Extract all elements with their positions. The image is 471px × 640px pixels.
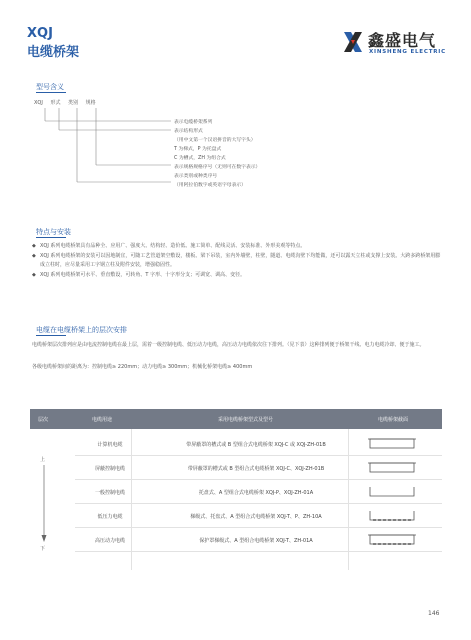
column-header: 层次 <box>38 417 49 423</box>
tray-type-cell: 带屏蔽罩的槽式或 B 型组合式电缆桥架 XQJ-C、XQJ-ZH-01B <box>187 466 325 472</box>
table-header-row <box>30 409 442 429</box>
layers-paragraph: 电缆桥架层次排列应是由电流控制电缆在最上层，需着一级控制电缆、低压动力电缆，高压动力电缆依次往下排列。（见下表）这种排列便于桥架干线、电力电缆冷却、便于施工。 <box>32 342 425 348</box>
layers-spacing-paragraph: 各级电缆桥架间的距离为：控制电缆≥ 220mm；动力电缆≥ 300mm；机械化桥架电缆≥ 400mm <box>32 364 253 370</box>
logo-text-en: XINSHENG ELECTRIC <box>369 49 446 55</box>
definition-line: 表示电缆桥架系列 <box>174 120 213 125</box>
logo-text-cn: 鑫盛电气 <box>368 31 437 50</box>
bullet-diamond-icon: ◆ <box>32 253 36 259</box>
cable-use-cell: 高压动力电缆 <box>94 538 125 544</box>
tray-type-cell: 托盘式、A 型组合式电缆桥架 XQJ-P、XQJ-ZH-01A <box>198 490 314 496</box>
table-row <box>75 456 442 480</box>
section-underline <box>36 335 66 336</box>
definition-line: （用中文第一个汉语拼音的大写字头） <box>174 138 256 143</box>
tray-type-cell: 梯级式、托盘式、A 型组合式电缆桥架 XQJ-T、P、ZH-10A <box>190 514 322 520</box>
page-number: 146 <box>428 610 440 617</box>
table-row <box>75 504 442 528</box>
feature-list <box>32 242 444 281</box>
cable-use-cell: 一般控制电缆 <box>94 490 125 496</box>
tray-section-covered-ladder-icon <box>367 532 417 547</box>
column-header: 电缆桥架截面 <box>378 417 409 423</box>
definition-line: C 为槽式，ZH 为组合式 <box>174 156 226 161</box>
up-down-arrow-icon <box>40 465 48 543</box>
table-row <box>75 432 442 456</box>
list-item: ◆ XQJ 系列电缆桥架的安装可以因地制宜，可随工艺管道架空敷设，楼板、梁下吊装，室内外墙壁，柱壁，隧道、电缆沟壁下均能做，还可以露天立柱或支撑上安装。大跨多跨桥架用膨成立柱时，应尽量采用工字钢立柱及附件安装，增强稳固性。 <box>32 253 441 268</box>
list-item: ◆ XQJ 系列电缆桥架可水平、垂直敷设，可转角、T 字形、十字形分支；可调宽、调高、变径。 <box>32 272 246 278</box>
section-underline <box>36 237 66 238</box>
definition-line: 表示规格规格序号（无则可在数字表示） <box>174 165 261 170</box>
model-code-spec: 规格 <box>85 100 96 106</box>
bullet-diamond-icon: ◆ <box>32 243 36 249</box>
tray-section-closed-icon <box>367 460 417 475</box>
definition-line: 表示结构形式 <box>174 129 203 134</box>
column-header: 采用电缆桥架型式及型号 <box>218 417 274 423</box>
bullet-diamond-icon: ◆ <box>32 272 36 278</box>
page-title-code: XQJ <box>27 26 53 41</box>
model-code-category: 类别 <box>68 100 79 106</box>
column-header: 电缆用途 <box>92 417 113 423</box>
list-item: ◆ XQJ 系列电缆桥架具有品种全、应用广、强度大、结构轻、造价低、施工简单、配线灵活、安装标准、外形美观等特点。 <box>32 243 306 249</box>
tray-type-cell: 保护罩梯级式、A 型组合电缆桥架 XQJ-T、ZH-01A <box>199 538 313 544</box>
section-title-model-meaning: 型号含义 <box>36 83 64 91</box>
cable-layer-table <box>30 409 442 570</box>
table-row <box>75 480 442 504</box>
tray-section-ladder-icon <box>367 508 417 523</box>
tray-type-cell: 带屏蔽罩的槽式或 B 型组合式电缆桥架 XQJ-C 或 XQJ-ZH-01B <box>186 442 326 448</box>
cable-use-cell: 低压力电缆 <box>97 514 123 520</box>
page-title: 电缆桥架 <box>27 45 80 60</box>
tray-section-open-icon <box>367 484 417 499</box>
table-row <box>75 528 442 552</box>
definition-line: T 为梯式，P 为托盘式 <box>174 147 222 152</box>
cable-use-cell: 屏蔽控制电缆 <box>94 466 125 472</box>
model-code-form: 形式 <box>50 100 61 106</box>
section-title-features: 特点与安装 <box>36 228 71 236</box>
definition-line: （用阿拉伯数字或英语字母表示） <box>174 183 246 188</box>
section-title-layers: 电缆在电缆桥架上的层次安排 <box>36 326 127 334</box>
arrow-bottom-label: 下 <box>40 546 46 552</box>
cable-use-cell: 计算机电缆 <box>97 442 123 448</box>
tray-section-closed-icon <box>367 436 417 451</box>
definition-line: 表示类别或种类序号 <box>174 174 218 179</box>
arrow-top-label: 上 <box>40 457 46 463</box>
model-code-series: XQJ <box>34 100 43 106</box>
